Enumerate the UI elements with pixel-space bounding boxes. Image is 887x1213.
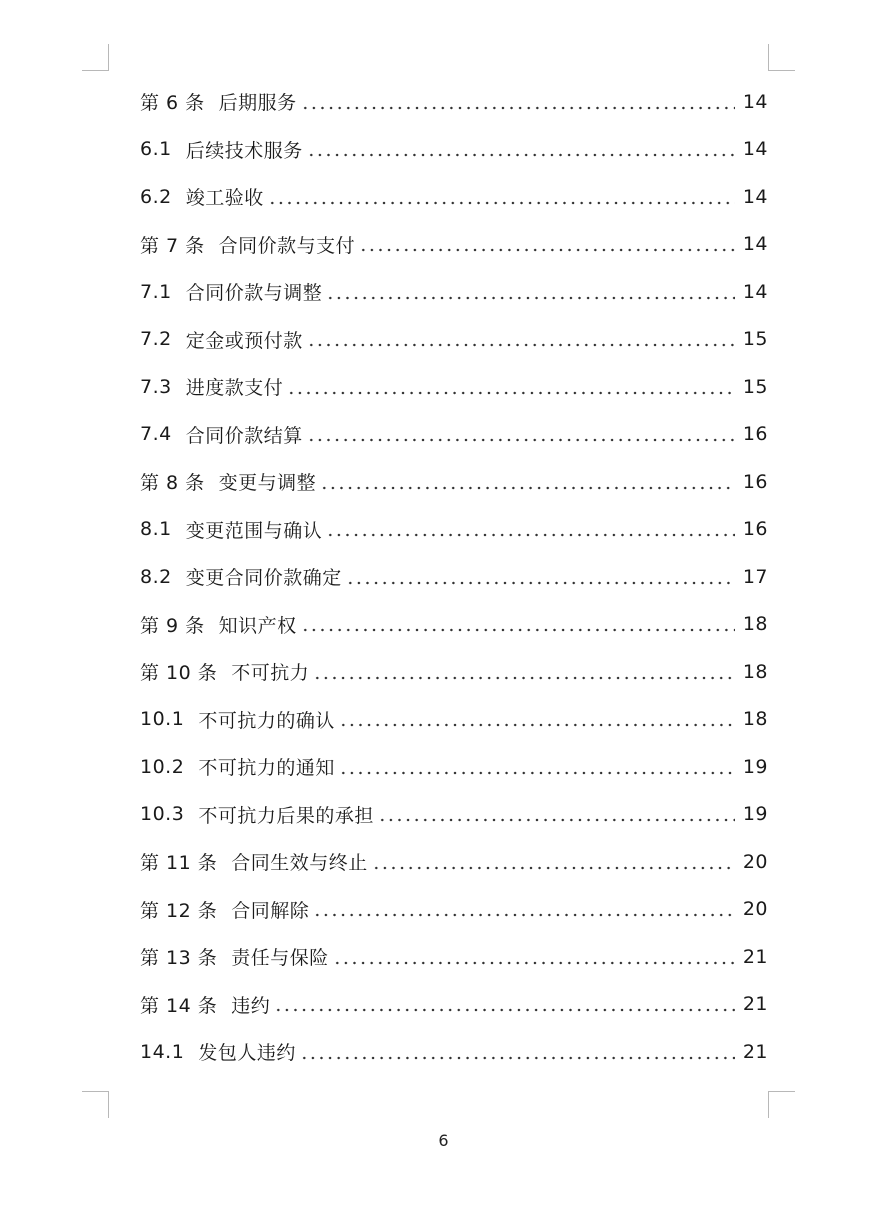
toc-entry-label bbox=[140, 373, 287, 400]
toc-entry-title: 后续技术服务 bbox=[185, 139, 303, 162]
toc-entry-number: 10.3 bbox=[140, 803, 185, 826]
toc-entry[interactable] bbox=[140, 791, 768, 839]
toc-entry-label bbox=[140, 896, 313, 923]
toc-entry-label bbox=[140, 88, 301, 115]
toc-entry-title: 违约 bbox=[231, 994, 271, 1017]
toc-entry-title: 不可抗力 bbox=[231, 662, 310, 685]
toc-entry-title: 合同价款结算 bbox=[185, 424, 303, 447]
toc-entry-title: 变更与调整 bbox=[218, 472, 317, 495]
toc-entry[interactable] bbox=[140, 601, 768, 649]
toc-leader-dots bbox=[300, 1042, 735, 1062]
toc-entry-page: 18 bbox=[742, 613, 768, 636]
toc-entry-page: 19 bbox=[742, 755, 768, 778]
toc-leader-dots bbox=[307, 424, 735, 444]
toc-entry-label bbox=[140, 278, 326, 305]
toc-entry[interactable] bbox=[140, 743, 768, 791]
toc-entry-label bbox=[140, 421, 307, 448]
toc-entry[interactable] bbox=[140, 1028, 768, 1076]
toc-entry-page: 20 bbox=[742, 898, 768, 921]
toc-entry-number: 10.1 bbox=[140, 708, 185, 731]
toc-entry-title: 定金或预付款 bbox=[185, 329, 303, 352]
toc-entry[interactable] bbox=[140, 78, 768, 126]
toc-entry-page: 16 bbox=[742, 423, 768, 446]
toc-entry[interactable] bbox=[140, 173, 768, 221]
toc-entry-page: 14 bbox=[742, 185, 768, 208]
toc-entry-label bbox=[140, 183, 268, 210]
toc-entry-label bbox=[140, 231, 359, 258]
toc-entry-number: 第 10 条 bbox=[140, 662, 218, 685]
toc-entry-page: 14 bbox=[742, 138, 768, 161]
toc-entry-title: 发包人违约 bbox=[198, 1042, 296, 1065]
crop-mark-bottom-right bbox=[768, 1091, 795, 1118]
toc-entry-label bbox=[140, 516, 326, 543]
toc-entry-number: 第 8 条 bbox=[140, 472, 205, 495]
toc-leader-dots bbox=[372, 852, 735, 872]
toc-entry[interactable] bbox=[140, 506, 768, 554]
toc-entry-title: 变更合同价款确定 bbox=[185, 567, 342, 590]
toc-entry[interactable] bbox=[140, 268, 768, 316]
toc-entry-number: 6.2 bbox=[140, 185, 172, 208]
toc-entry-page: 15 bbox=[742, 328, 768, 351]
toc-entry-title: 知识产权 bbox=[218, 614, 297, 637]
toc-entry-label bbox=[140, 326, 307, 353]
toc-entry[interactable] bbox=[140, 411, 768, 459]
toc-entry-label bbox=[140, 611, 301, 638]
toc-leader-dots bbox=[274, 994, 735, 1014]
toc-entry-number: 10.2 bbox=[140, 755, 185, 778]
toc-entry-number: 7.3 bbox=[140, 375, 172, 398]
toc-entry-title: 合同解除 bbox=[231, 899, 310, 922]
toc-entry-title: 合同价款与调整 bbox=[185, 282, 323, 305]
toc-entry-page: 17 bbox=[742, 565, 768, 588]
toc-entry-number: 14.1 bbox=[140, 1040, 185, 1063]
toc-entry-page: 19 bbox=[742, 803, 768, 826]
toc-entry[interactable] bbox=[140, 126, 768, 174]
toc-leader-dots bbox=[339, 757, 735, 777]
toc-entry[interactable] bbox=[140, 838, 768, 886]
toc-entry-label bbox=[140, 991, 274, 1018]
toc-entry-page: 14 bbox=[742, 90, 768, 113]
toc-entry[interactable] bbox=[140, 363, 768, 411]
toc-entry-number: 8.1 bbox=[140, 518, 172, 541]
toc-entry-number: 第 13 条 bbox=[140, 947, 218, 970]
toc-entry-label bbox=[140, 468, 320, 495]
toc-entry-label bbox=[140, 563, 346, 590]
toc-entry-number: 8.2 bbox=[140, 565, 172, 588]
toc-entry-page: 21 bbox=[742, 945, 768, 968]
toc-entry-number: 7.2 bbox=[140, 328, 172, 351]
toc-entry-title: 责任与保险 bbox=[231, 947, 329, 970]
toc-entry-number: 第 14 条 bbox=[140, 994, 218, 1017]
toc-leader-dots bbox=[339, 709, 735, 729]
toc-leader-dots bbox=[320, 472, 735, 492]
toc-entry-label bbox=[140, 1038, 300, 1065]
toc-entry[interactable] bbox=[140, 458, 768, 506]
toc-entry-label bbox=[140, 943, 333, 970]
toc-entry[interactable] bbox=[140, 886, 768, 934]
toc-entry-page: 21 bbox=[742, 993, 768, 1016]
toc-entry-page: 20 bbox=[742, 850, 768, 873]
table-of-contents bbox=[140, 78, 768, 1076]
toc-entry-number: 7.4 bbox=[140, 423, 172, 446]
toc-leader-dots bbox=[359, 234, 735, 254]
toc-entry[interactable] bbox=[140, 316, 768, 364]
toc-entry-number: 6.1 bbox=[140, 138, 172, 161]
toc-leader-dots bbox=[346, 567, 735, 587]
toc-leader-dots bbox=[313, 662, 735, 682]
toc-entry[interactable] bbox=[140, 981, 768, 1029]
toc-entry-label bbox=[140, 801, 378, 828]
toc-entry-label bbox=[140, 706, 339, 733]
toc-leader-dots bbox=[287, 377, 735, 397]
toc-entry-title: 不可抗力的通知 bbox=[198, 757, 335, 780]
toc-entry[interactable] bbox=[140, 696, 768, 744]
toc-entry-number: 第 11 条 bbox=[140, 852, 218, 875]
toc-entry-title: 进度款支付 bbox=[185, 377, 284, 400]
toc-leader-dots bbox=[326, 282, 735, 302]
toc-entry-page: 14 bbox=[742, 280, 768, 303]
toc-entry-label bbox=[140, 136, 307, 163]
toc-entry-title: 合同生效与终止 bbox=[231, 852, 368, 875]
toc-leader-dots bbox=[268, 187, 735, 207]
toc-entry-title: 合同价款与支付 bbox=[218, 234, 356, 257]
toc-leader-dots bbox=[307, 139, 735, 159]
toc-leader-dots bbox=[301, 92, 735, 112]
toc-leader-dots bbox=[378, 804, 735, 824]
toc-entry-page: 16 bbox=[742, 518, 768, 541]
crop-mark-top-right bbox=[768, 44, 795, 71]
toc-entry[interactable] bbox=[140, 933, 768, 981]
toc-entry-label bbox=[140, 753, 339, 780]
toc-entry[interactable] bbox=[140, 648, 768, 696]
toc-entry-title: 不可抗力的确认 bbox=[198, 709, 335, 732]
toc-entry-title: 不可抗力后果的承担 bbox=[198, 804, 374, 827]
crop-mark-top-left bbox=[82, 44, 109, 71]
toc-entry-title: 变更范围与确认 bbox=[185, 519, 323, 542]
toc-entry-title: 后期服务 bbox=[218, 92, 297, 115]
toc-entry-label bbox=[140, 848, 372, 875]
toc-entry-page: 21 bbox=[742, 1040, 768, 1063]
toc-entry-label bbox=[140, 658, 313, 685]
toc-entry-page: 18 bbox=[742, 660, 768, 683]
toc-entry-number: 第 6 条 bbox=[140, 92, 205, 115]
toc-entry-number: 第 9 条 bbox=[140, 614, 205, 637]
toc-entry-page: 14 bbox=[742, 233, 768, 256]
toc-entry[interactable] bbox=[140, 553, 768, 601]
toc-entry-page: 18 bbox=[742, 708, 768, 731]
toc-entry-title: 竣工验收 bbox=[185, 187, 264, 210]
toc-leader-dots bbox=[307, 329, 735, 349]
toc-leader-dots bbox=[326, 519, 735, 539]
toc-entry-number: 第 7 条 bbox=[140, 234, 205, 257]
toc-leader-dots bbox=[301, 614, 735, 634]
toc-entry-number: 第 12 条 bbox=[140, 899, 218, 922]
toc-leader-dots bbox=[333, 947, 735, 967]
toc-leader-dots bbox=[313, 899, 735, 919]
toc-entry-page: 15 bbox=[742, 375, 768, 398]
crop-mark-bottom-left bbox=[82, 1091, 109, 1118]
toc-entry-number: 7.1 bbox=[140, 280, 172, 303]
toc-entry-page: 16 bbox=[742, 470, 768, 493]
toc-entry[interactable] bbox=[140, 221, 768, 269]
page-number: 6 bbox=[438, 1131, 449, 1150]
